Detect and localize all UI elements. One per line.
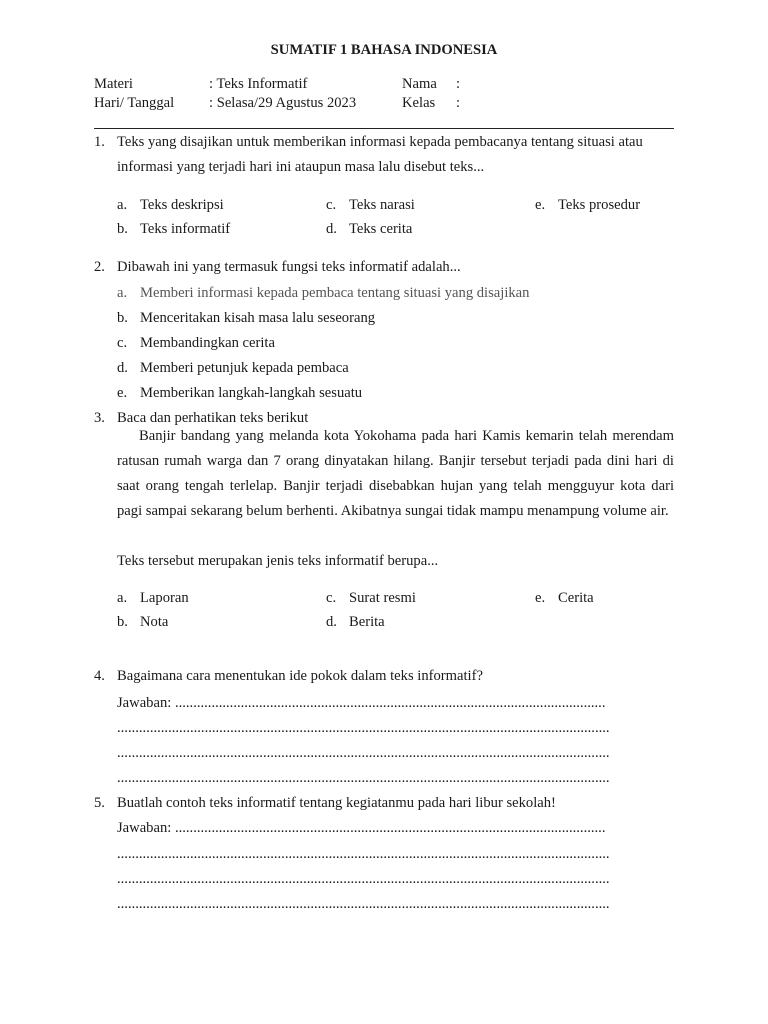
q1-option-d-letter: d. (326, 221, 337, 237)
q4-answer-line-4[interactable]: ....................................................................................................................................... (117, 770, 610, 786)
q1-option-a: Teks deskripsi (140, 197, 224, 213)
q5-answer-line-2[interactable]: ....................................................................................................................................... (117, 846, 610, 862)
q2-option-d-letter: d. (117, 360, 128, 376)
q1-number: 1. (94, 134, 105, 150)
q3-option-d: Berita (349, 614, 385, 630)
q2-option-e-letter: e. (117, 385, 128, 401)
q5-answer-label: Jawaban: (117, 820, 175, 836)
q3-option-b: Nota (140, 614, 169, 630)
q2-option-a-letter: a. (117, 285, 128, 301)
q2-option-e: Memberikan langkah-langkah sesuatu (140, 385, 363, 401)
q1-option-c: Teks narasi (349, 197, 415, 213)
q1-text-line1: Teks yang disajikan untuk memberikan informasi kepada pembacanya tentang situasi atau (117, 134, 643, 150)
header-divider (94, 128, 674, 129)
q3-option-c: Surat resmi (349, 590, 416, 606)
q5-answer-line-3[interactable]: ....................................................................................................................................... (117, 871, 610, 887)
nama-colon: : (456, 76, 461, 92)
q1-text-line2: informasi yang terjadi hari ini ataupun masa lalu disebut teks... (117, 159, 485, 175)
q1-option-e-letter: e. (535, 197, 546, 213)
tanggal-label: Hari/ Tanggal (94, 95, 175, 111)
q1-option-d: Teks cerita (349, 221, 413, 237)
q3-question: Teks tersebut merupakan jenis teks informatif berupa... (117, 553, 439, 569)
q2-option-b: Menceritakan kisah masa lalu seseorang (140, 310, 376, 326)
q5-answer-line[interactable] (117, 820, 605, 837)
q4-answer-line[interactable] (117, 695, 605, 712)
q3-passage (117, 424, 674, 524)
q4-text: Bagaimana cara menentukan ide pokok dalam teks informatif? (117, 668, 483, 684)
nama-label: Nama (402, 76, 437, 92)
q2-option-c-letter: c. (117, 335, 128, 351)
q3-option-d-letter: d. (326, 614, 337, 630)
q4-answer-dots: ...................................................................................................................... (174, 695, 606, 711)
q1-option-e: Teks prosedur (558, 197, 641, 213)
q2-option-d: Memberi petunjuk kepada pembaca (140, 360, 349, 376)
q5-number: 5. (94, 795, 105, 811)
q3-option-b-letter: b. (117, 614, 128, 630)
q3-option-e: Cerita (558, 590, 594, 606)
q3-number: 3. (94, 410, 105, 426)
q4-answer-line-3[interactable]: ....................................................................................................................................... (117, 745, 610, 761)
q3-option-a-letter: a. (117, 590, 128, 606)
q1-option-b: Teks informatif (140, 221, 231, 237)
q5-answer-line-4[interactable]: ....................................................................................................................................... (117, 896, 610, 912)
q1-option-a-letter: a. (117, 197, 128, 213)
q2-number: 2. (94, 259, 105, 275)
q4-answer-line-2[interactable]: ....................................................................................................................................... (117, 720, 610, 736)
kelas-label: Kelas (402, 95, 436, 111)
materi-label: Materi (94, 76, 133, 92)
q1-option-b-letter: b. (117, 221, 128, 237)
kelas-colon: : (456, 95, 461, 111)
q3-option-c-letter: c. (326, 590, 337, 606)
page-title: SUMATIF 1 BAHASA INDONESIA (270, 42, 498, 58)
q3-passage-text: Banjir bandang yang melanda kota Yokohama pada hari Kamis kemarin telah merendam ratusan rumah warga dan 7 orang dinyatakan hilang. Banjir tersebut terjadi pada dini hari di saat orang tengah terlelap. Banjir terjadi disebabkan hujan yang telah mengguyur kota dari pagi sampai sekarang belum berhenti. Akibatnya sungai tidak mampu menampung volume air. (117, 428, 674, 519)
q3-option-e-letter: e. (535, 590, 546, 606)
q2-option-b-letter: b. (117, 310, 128, 326)
q2-option-c: Membandingkan cerita (140, 335, 275, 351)
q4-answer-label: Jawaban: (117, 695, 175, 711)
q3-intro: Baca dan perhatikan teks berikut (117, 410, 309, 426)
q1-option-c-letter: c. (326, 197, 337, 213)
q5-text: Buatlah contoh teks informatif tentang kegiatanmu pada hari libur sekolah! (117, 795, 556, 811)
q4-number: 4. (94, 668, 105, 684)
q3-option-a: Laporan (140, 590, 189, 606)
materi-value: : Teks Informatif (209, 76, 308, 92)
q2-option-a: Memberi informasi kepada pembaca tentang situasi yang disajikan (140, 285, 530, 301)
tanggal-value: : Selasa/29 Agustus 2023 (209, 95, 357, 111)
q5-answer-dots: ...................................................................................................................... (174, 820, 606, 836)
q2-text: Dibawah ini yang termasuk fungsi teks informatif adalah... (117, 259, 461, 275)
